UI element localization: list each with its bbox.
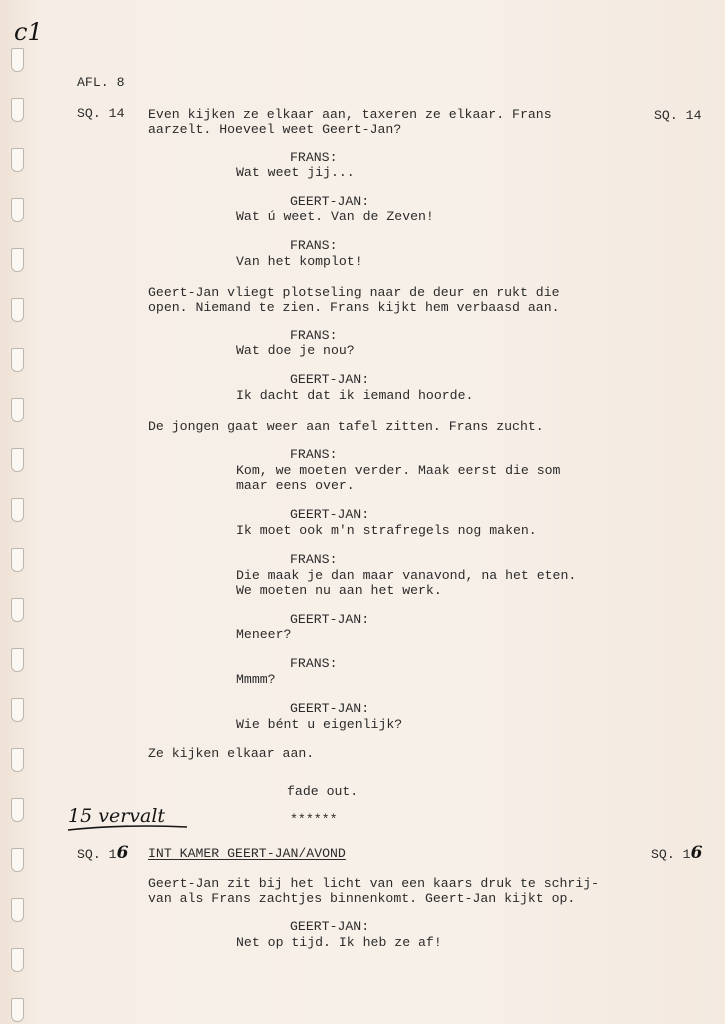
character-name: FRANS: <box>290 552 338 567</box>
transition: fade out. <box>287 784 359 799</box>
character-name: GEERT-JAN: <box>290 194 370 209</box>
binder-hole <box>11 298 24 322</box>
binder-hole <box>11 448 24 472</box>
character-name: GEERT-JAN: <box>290 919 370 934</box>
binder-hole <box>11 648 24 672</box>
binder-hole <box>11 348 24 372</box>
episode-header: AFL. 8 <box>77 75 125 90</box>
binder-hole <box>11 998 24 1022</box>
action-line: Ze kijken elkaar aan. <box>148 746 315 761</box>
character-name: FRANS: <box>290 328 338 343</box>
binder-hole <box>11 748 24 772</box>
scene-label-left: SQ. 16 <box>77 843 129 863</box>
binder-hole <box>11 898 24 922</box>
binder-hole <box>11 48 24 72</box>
handwritten-note: 15 vervalt <box>68 805 166 827</box>
handwritten-scene-number: 6 <box>690 843 703 863</box>
character-name: FRANS: <box>290 447 338 462</box>
binder-hole <box>11 948 24 972</box>
binder-hole <box>11 148 24 172</box>
character-name: GEERT-JAN: <box>290 701 370 716</box>
binder-hole <box>11 848 24 872</box>
binder-hole <box>11 698 24 722</box>
dialogue-line: maar eens over. <box>236 478 355 493</box>
dialogue-line: Wat doe je nou? <box>236 343 355 358</box>
separator: ****** <box>290 812 338 827</box>
action-line: van als Frans zachtjes binnenkomt. Geert-Jan kijkt op. <box>148 891 576 906</box>
binder-hole <box>11 398 24 422</box>
dialogue-line: Wat ú weet. Van de Zeven! <box>236 209 434 224</box>
action-line: aarzelt. Hoeveel weet Geert-Jan? <box>148 122 402 137</box>
character-name: GEERT-JAN: <box>290 612 370 627</box>
binder-hole <box>11 798 24 822</box>
dialogue-line: Ik moet ook m'n strafregels nog maken. <box>236 523 537 538</box>
dialogue-line: Wat weet jij... <box>236 165 355 180</box>
action-line: open. Niemand te zien. Frans kijkt hem verbaasd aan. <box>148 300 560 315</box>
binder-hole <box>11 598 24 622</box>
dialogue-line: We moeten nu aan het werk. <box>236 583 442 598</box>
dialogue-line: Die maak je dan maar vanavond, na het eten. <box>236 568 577 583</box>
binder-hole <box>11 98 24 122</box>
handwritten-underline <box>66 822 190 834</box>
binder-hole <box>11 548 24 572</box>
handwritten-scene-number: 6 <box>116 843 129 863</box>
scene-label-right: SQ. 16 <box>651 843 703 863</box>
action-line: Even kijken ze elkaar aan, taxeren ze elkaar. Frans <box>148 107 552 122</box>
scene-label-right: SQ. 14 <box>654 108 702 123</box>
binder-hole <box>11 498 24 522</box>
scene-heading: INT KAMER GEERT-JAN/AVOND <box>148 846 346 861</box>
binder-hole <box>11 248 24 272</box>
dialogue-line: Wie bént u eigenlijk? <box>236 717 403 732</box>
character-name: GEERT-JAN: <box>290 507 370 522</box>
scene-label-left: SQ. 14 <box>77 106 125 121</box>
corner-mark: c1 <box>14 18 43 46</box>
dialogue-line: Ik dacht dat ik iemand hoorde. <box>236 388 474 403</box>
character-name: FRANS: <box>290 150 338 165</box>
action-line: Geert-Jan vliegt plotseling naar de deur en rukt die <box>148 285 560 300</box>
dialogue-line: Kom, we moeten verder. Maak eerst die som <box>236 463 561 478</box>
character-name: FRANS: <box>290 656 338 671</box>
dialogue-line: Mmmm? <box>236 672 276 687</box>
character-name: GEERT-JAN: <box>290 372 370 387</box>
binder-hole <box>11 198 24 222</box>
dialogue-line: Van het komplot! <box>236 254 363 269</box>
action-line: Geert-Jan zit bij het licht van een kaars druk te schrij- <box>148 876 600 891</box>
dialogue-line: Meneer? <box>236 627 292 642</box>
character-name: FRANS: <box>290 238 338 253</box>
action-line: De jongen gaat weer aan tafel zitten. Frans zucht. <box>148 419 544 434</box>
dialogue-line: Net op tijd. Ik heb ze af! <box>236 935 442 950</box>
